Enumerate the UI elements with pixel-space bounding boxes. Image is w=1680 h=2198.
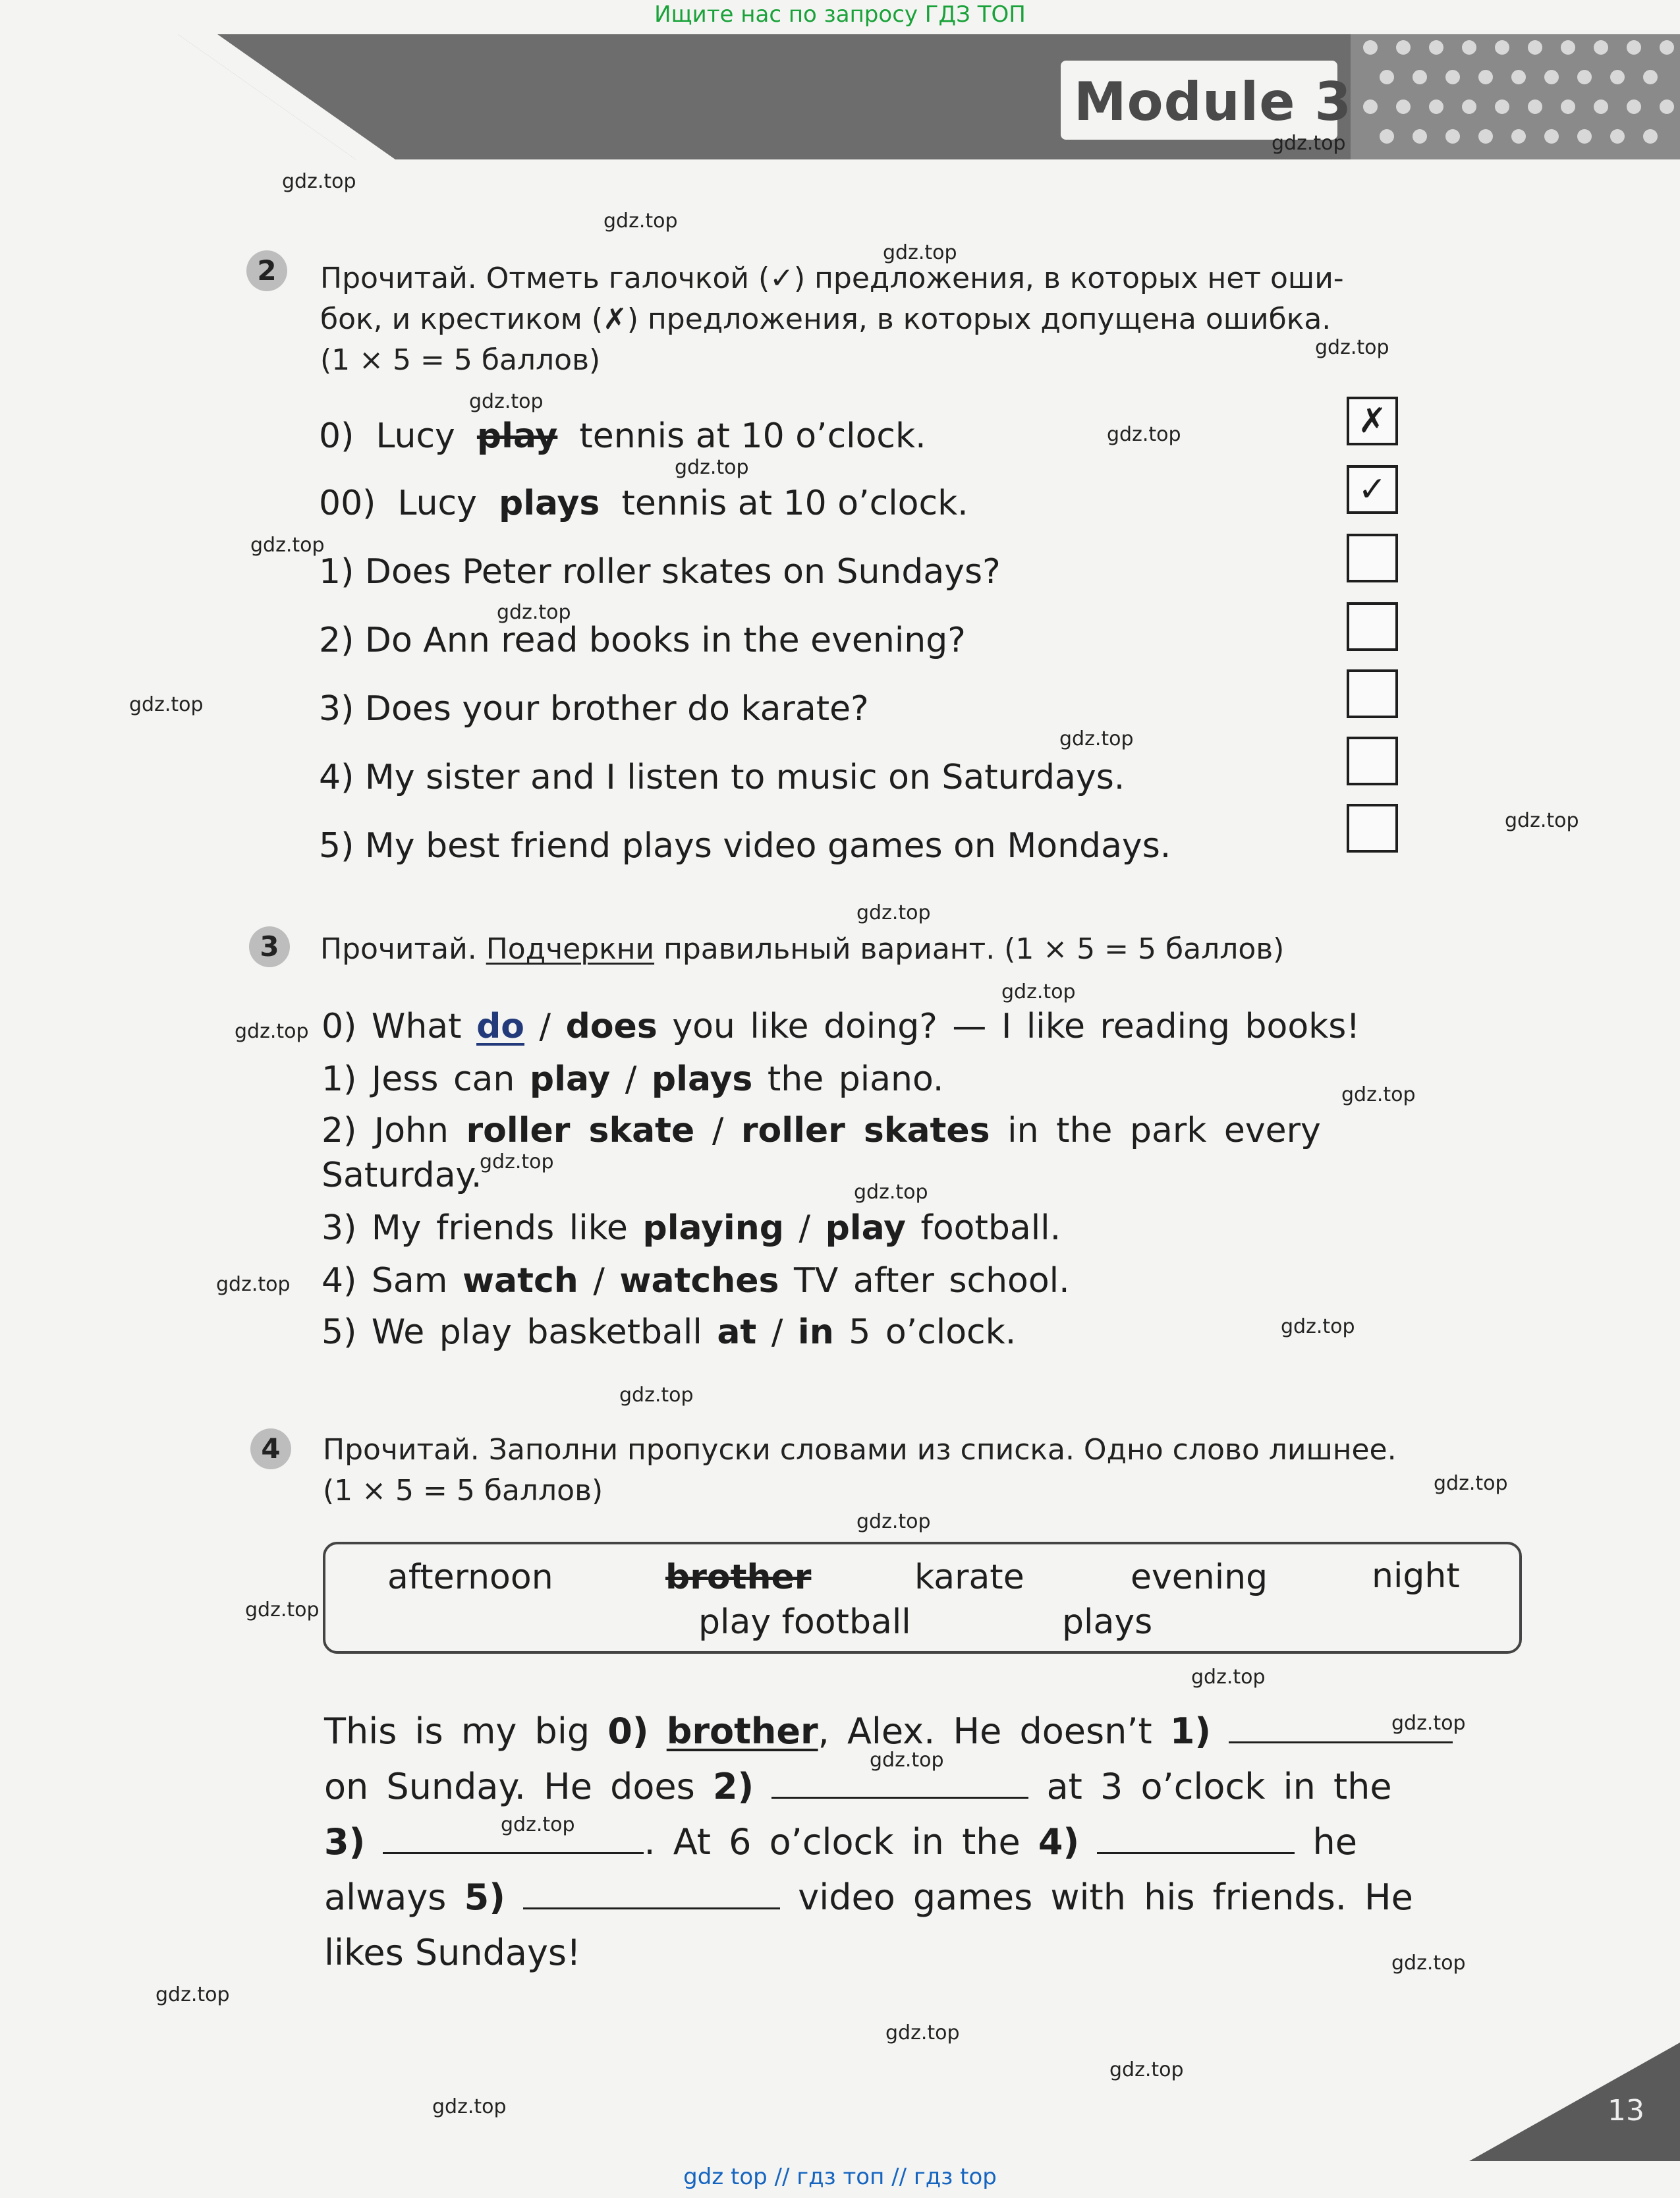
bottom-site-links[interactable]: gdz top // гдз топ // гдз top (683, 2164, 997, 2190)
sentence-part: 5) We play basketball (322, 1312, 702, 1352)
word-option: play football (698, 1602, 911, 1642)
ex3-item-5 (322, 1312, 1016, 1352)
option-separator: / (771, 1312, 783, 1352)
ex2-item-2: 2) Do Ann read books in the evening? (319, 621, 966, 660)
gap-3-blank[interactable] (383, 1826, 644, 1854)
ex4-text-line-4 (324, 1876, 1413, 1918)
watermark: gdz.top (432, 2095, 507, 2118)
watermark: gdz.top (282, 170, 356, 193)
watermark: gdz.top (1315, 336, 1389, 359)
example-rest: tennis at 10 o’clock. (621, 484, 968, 523)
checkbox-example-0: ✗ (1347, 397, 1398, 445)
option-2[interactable]: in (797, 1312, 834, 1352)
watermark: gdz.top (1272, 132, 1346, 155)
ex2-item-5: 5) My best friend plays video games on Mondays. (319, 826, 1171, 866)
watermark: gdz.top (856, 901, 931, 924)
sentence-part: 2) John (322, 1111, 449, 1150)
option-1[interactable]: watch (462, 1261, 578, 1301)
ex2-item-4: 4) My sister and I listen to music on Saturdays. (319, 758, 1125, 797)
option-1[interactable]: play (529, 1059, 611, 1099)
watermark: gdz.top (1505, 809, 1579, 832)
watermark: gdz.top (155, 1983, 230, 2006)
watermark: gdz.top (1391, 1712, 1466, 1735)
top-search-hint[interactable]: Ищите нас по запросу ГДЗ ТОП (654, 1, 1026, 28)
sentence-part: football. (920, 1208, 1061, 1248)
sentence-part: the piano. (767, 1059, 944, 1099)
ex4-text-line-3 (324, 1821, 1357, 1863)
watermark: gdz.top (1391, 1952, 1466, 1975)
gap-number: 4) (1038, 1821, 1080, 1863)
watermark: gdz.top (870, 1749, 944, 1772)
gap-number: 3) (324, 1821, 366, 1863)
option-2[interactable]: watches (619, 1261, 779, 1301)
watermark: gdz.top (216, 1273, 291, 1296)
exercise-3-number: 3 (249, 926, 290, 967)
watermark: gdz.top (885, 2021, 960, 2044)
page-number: 13 (1608, 2094, 1644, 2128)
option-separator: / (593, 1261, 605, 1301)
example-answer: brother (666, 1710, 818, 1752)
instruction-underlined: Подчеркни (486, 932, 655, 966)
ex2-item-3: 3) Does your brother do karate? (319, 689, 869, 729)
ex4-text-line-2 (324, 1766, 1392, 1807)
watermark: gdz.top (619, 1384, 694, 1407)
instruction-line: бок, и крестиком (✗) предложения, в которых допущена ошибка. (320, 302, 1331, 336)
watermark: gdz.top (469, 390, 544, 413)
checkbox-item-3[interactable] (1347, 669, 1398, 718)
text-part: , Alex. He doesn’t (818, 1710, 1152, 1752)
sentence-part: TV after school. (794, 1261, 1070, 1301)
word-option: afternoon (387, 1558, 553, 1597)
option-separator: / (712, 1111, 724, 1150)
item-number: 0) (319, 416, 354, 456)
instruction-text: правильный вариант. (1 × 5 = 5 баллов) (663, 932, 1285, 966)
gap-1-blank[interactable] (1229, 1715, 1453, 1743)
text-part: he (1312, 1821, 1357, 1863)
corrected-word: plays (498, 484, 600, 523)
ex3-item-3 (322, 1208, 1061, 1248)
ex3-item-1 (322, 1059, 943, 1099)
ex2-example-00 (319, 484, 968, 523)
instruction-line: Прочитай. Заполни пропуски словами из списка. Одно слово лишнее. (323, 1433, 1397, 1467)
word-option: night (1372, 1556, 1460, 1596)
option-separator: / (625, 1059, 637, 1099)
example-rest: tennis at 10 o’clock. (579, 416, 926, 456)
watermark: gdz.top (883, 241, 957, 264)
checkbox-item-1[interactable] (1347, 534, 1398, 582)
gap-number: 5) (464, 1876, 505, 1918)
instruction-line: Прочитай. Отметь галочкой (✓) предложения, в которых нет оши- (320, 262, 1344, 295)
item-number: 00) (319, 484, 376, 523)
checkbox-item-5[interactable] (1347, 804, 1398, 853)
word-option: karate (914, 1558, 1024, 1597)
sentence-part: 4) Sam (322, 1261, 448, 1301)
instruction-text: Прочитай. (320, 932, 477, 966)
watermark: gdz.top (1341, 1083, 1416, 1106)
watermark: gdz.top (129, 693, 204, 716)
instruction-line: (1 × 5 = 5 баллов) (323, 1474, 603, 1508)
example-word: Lucy (397, 484, 477, 523)
sentence-part: 0) What (322, 1007, 462, 1046)
option-2[interactable]: play (825, 1208, 906, 1248)
gap-2-blank[interactable] (771, 1770, 1028, 1799)
text-part: video games with his friends. He (798, 1876, 1413, 1918)
sentence-part: 5 o’clock. (849, 1312, 1017, 1352)
instruction-line: (1 × 5 = 5 баллов) (320, 343, 601, 377)
checkbox-item-4[interactable] (1347, 737, 1398, 785)
watermark: gdz.top (854, 1181, 928, 1204)
gap-5-blank[interactable] (523, 1881, 780, 1909)
ex3-item-4 (322, 1261, 1070, 1301)
watermark: gdz.top (235, 1020, 309, 1043)
gap-number: 2) (712, 1766, 754, 1807)
underlined-answer: do (476, 1007, 525, 1046)
watermark: gdz.top (1001, 980, 1076, 1003)
text-part: on Sunday. He does (324, 1766, 695, 1807)
option-2[interactable]: roller skates (741, 1111, 990, 1150)
checkbox-example-00: ✓ (1347, 465, 1398, 514)
ex3-example-0 (322, 1007, 1360, 1046)
word-option: plays (1062, 1602, 1153, 1642)
sentence-part: in the park every (1007, 1111, 1321, 1150)
checkbox-item-2[interactable] (1347, 602, 1398, 651)
option: does (565, 1007, 658, 1046)
gap-number: 0) (607, 1710, 649, 1752)
option-1[interactable]: at (717, 1312, 757, 1352)
module-title: Module 3 (1074, 71, 1352, 132)
watermark: gdz.top (856, 1510, 931, 1533)
watermark: gdz.top (1059, 727, 1134, 750)
option-separator: / (539, 1007, 551, 1046)
text-part: This is my big (324, 1710, 590, 1752)
gap-number: 1) (1169, 1710, 1212, 1752)
sentence-part: you like doing? — I like reading books! (672, 1007, 1360, 1046)
crossed-out-word: play (476, 416, 558, 456)
sentence-part: 3) My friends like (322, 1208, 628, 1248)
gap-4-blank[interactable] (1097, 1826, 1295, 1854)
watermark: gdz.top (603, 210, 678, 233)
ex2-example-0 (319, 416, 926, 456)
watermark: gdz.top (1281, 1315, 1355, 1338)
option-2[interactable]: plays (651, 1059, 753, 1099)
header-band (0, 34, 1680, 159)
watermark: gdz.top (1434, 1472, 1508, 1495)
option-1[interactable]: playing (642, 1208, 784, 1248)
ex3-item-2-continued: Saturday. (322, 1156, 482, 1195)
example-word: Lucy (376, 416, 455, 456)
watermark: gdz.top (1191, 1666, 1266, 1689)
word-option: evening (1131, 1558, 1268, 1597)
text-part: at 3 o’clock in the (1046, 1766, 1392, 1807)
text-part: . At 6 o’clock in the (644, 1821, 1021, 1863)
watermark: gdz.top (501, 1813, 575, 1836)
watermark: gdz.top (250, 534, 325, 557)
word-option-used: brother (665, 1558, 812, 1597)
watermark: gdz.top (1109, 2058, 1184, 2081)
watermark: gdz.top (497, 601, 571, 624)
exercise-3-instruction (320, 929, 1284, 970)
watermark: gdz.top (675, 456, 749, 479)
watermark: gdz.top (1107, 423, 1181, 446)
sentence-part: 1) Jess can (322, 1059, 515, 1099)
option-1[interactable]: roller skate (466, 1111, 695, 1150)
ex4-text-line-5: likes Sundays! (324, 1932, 581, 1973)
exercise-4-number: 4 (250, 1428, 291, 1469)
exercise-2-number: 2 (246, 250, 287, 291)
watermark: gdz.top (245, 1598, 320, 1621)
exercise-4-instruction (323, 1430, 1397, 1511)
watermark: gdz.top (480, 1150, 554, 1173)
corner-decoration (1469, 2043, 1680, 2161)
exercise-2-instruction (320, 258, 1344, 381)
ex4-text-line-1 (324, 1710, 1453, 1752)
option-separator: / (798, 1208, 811, 1248)
ex2-item-1: 1) Does Peter roller skates on Sundays? (319, 552, 1001, 592)
text-part: always (324, 1876, 447, 1918)
ex3-item-2 (322, 1111, 1321, 1150)
